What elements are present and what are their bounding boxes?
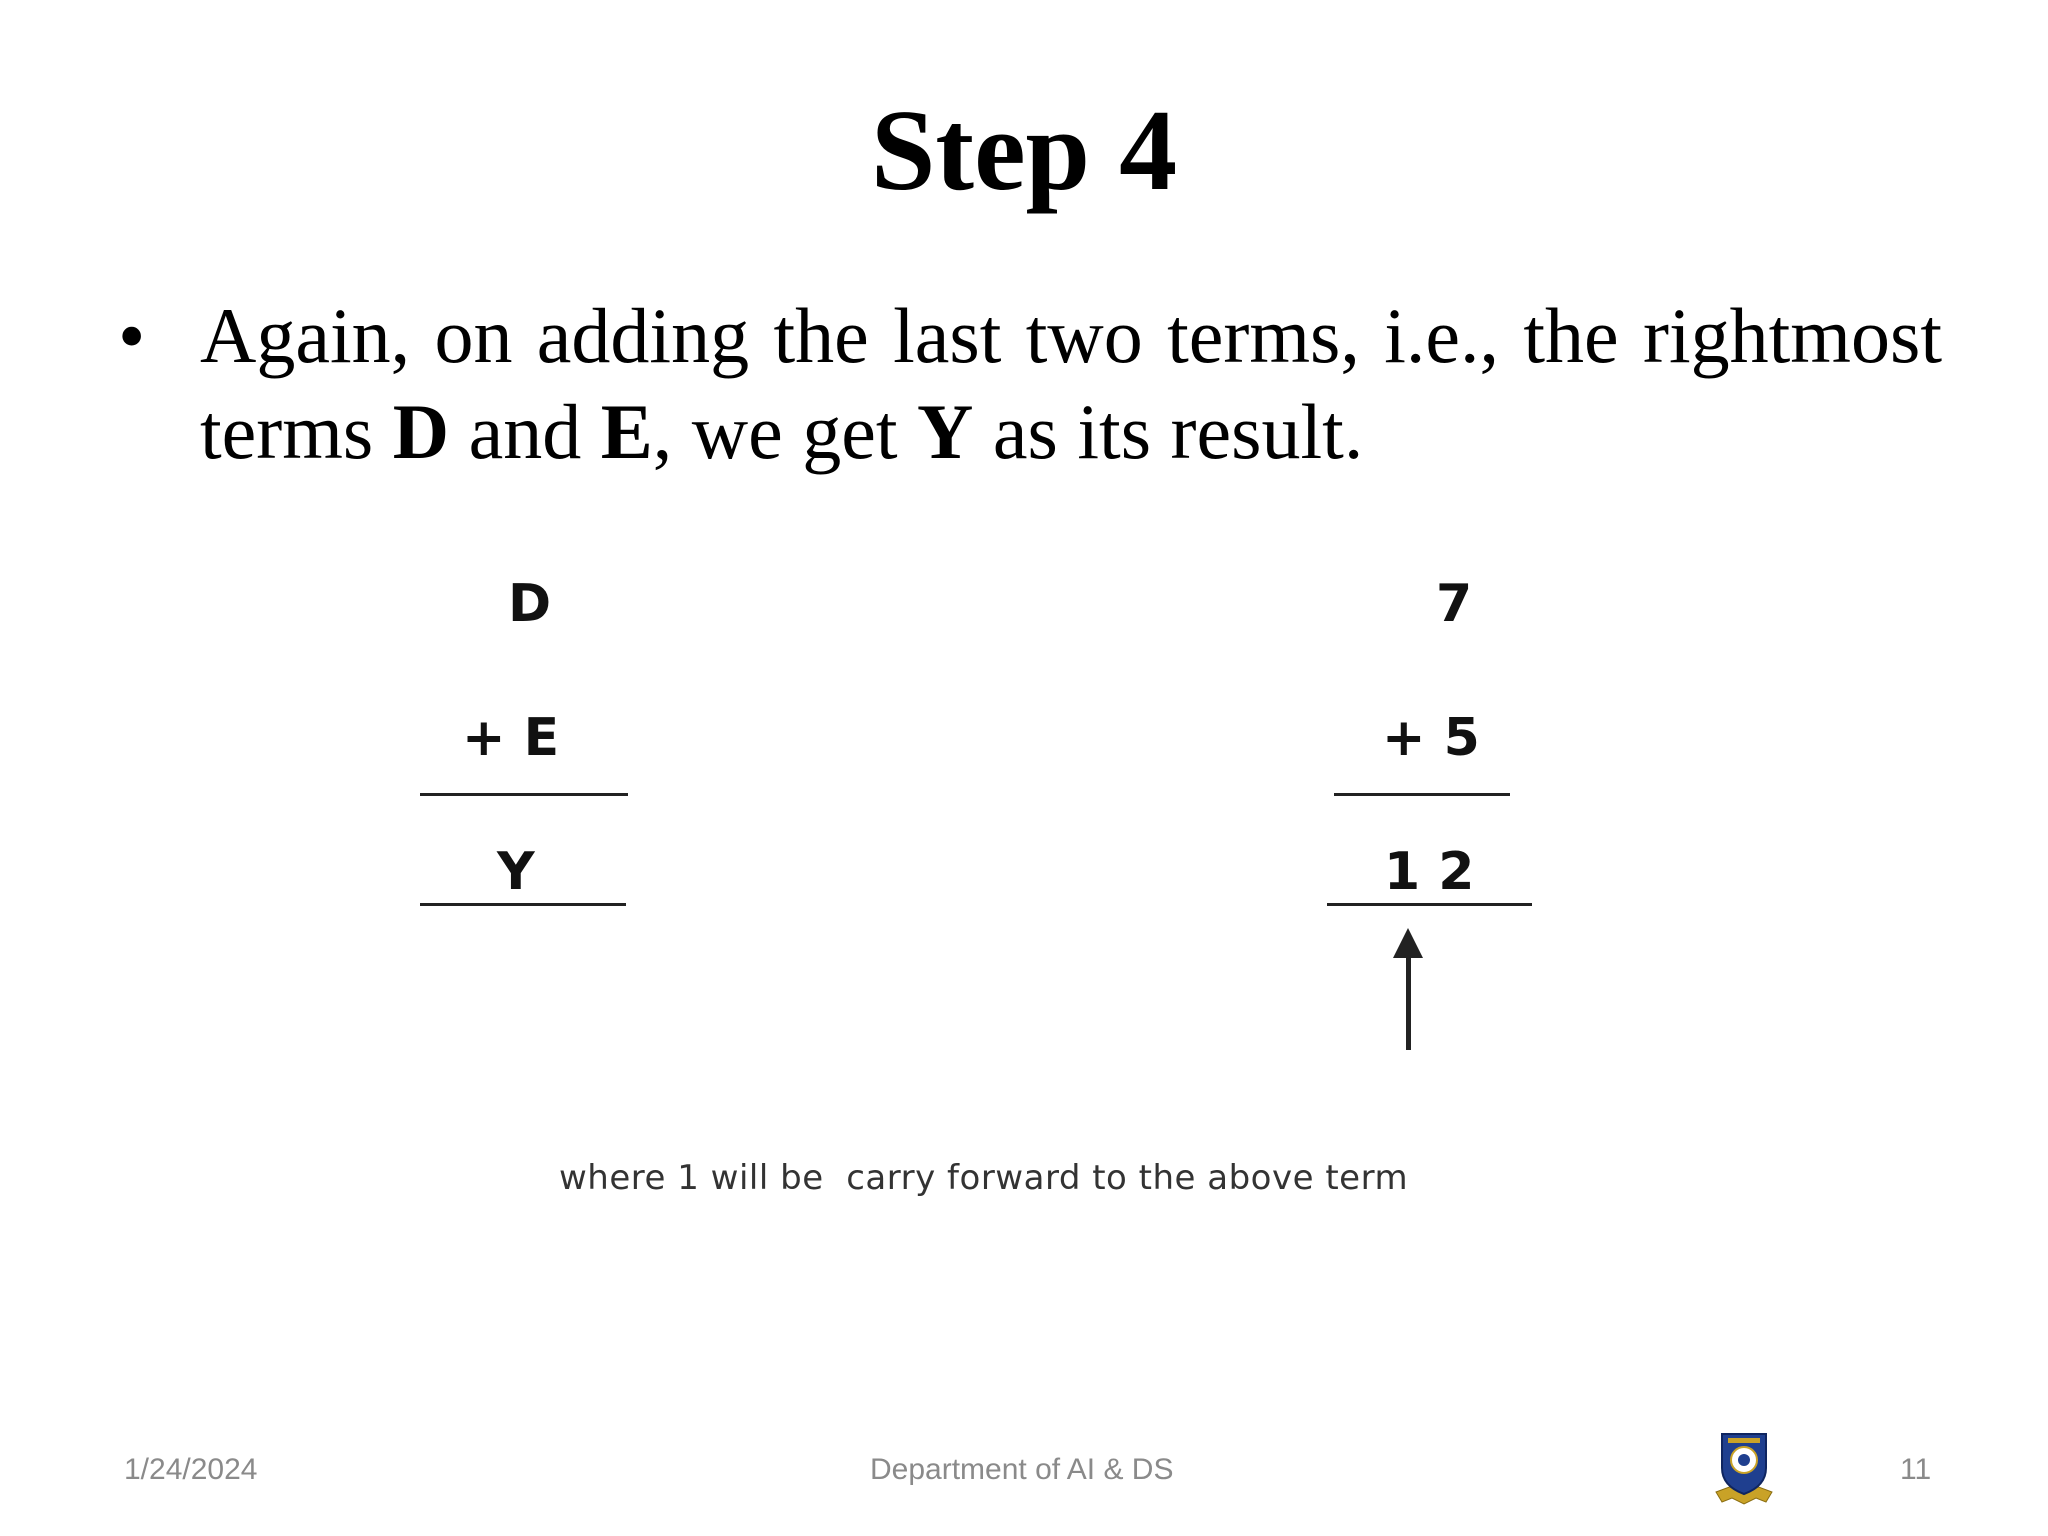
left-top-term: D <box>508 574 552 634</box>
left-result-underline <box>420 903 626 906</box>
bullet-text <box>200 288 1942 480</box>
bullet-text-part: Again, on adding the last two terms, i.e., the rightmost terms <box>200 292 1942 475</box>
term-d: D <box>392 388 450 475</box>
bullet-list <box>118 288 1942 480</box>
left-result: Y <box>497 842 535 902</box>
right-sum-line <box>1334 793 1510 796</box>
figure-caption: where 1 will be carry forward to the above term <box>559 1158 1409 1198</box>
slide-title: Step 4 <box>870 87 1178 215</box>
institution-logo-icon <box>1712 1428 1776 1508</box>
right-addend: + 5 <box>1382 708 1480 768</box>
footer-page-number: 11 <box>1900 1453 1932 1486</box>
bullet-text-part: and <box>449 388 601 475</box>
arrow-shaft <box>1406 954 1411 1050</box>
left-addend: + E <box>462 708 560 768</box>
bullet-text-part: as its result. <box>973 388 1364 475</box>
arrow-up-icon <box>1393 928 1423 958</box>
footer-date: 1/24/2024 <box>124 1453 258 1486</box>
left-sum-line <box>420 793 628 796</box>
bullet-text-part: , we get <box>652 388 918 475</box>
term-y: Y <box>917 388 974 475</box>
footer-department: Department of AI & DS <box>870 1453 1174 1486</box>
term-e: E <box>600 388 653 475</box>
right-top-term: 7 <box>1436 574 1473 634</box>
right-result: 1 2 <box>1384 842 1475 902</box>
bullet-dot: • <box>118 292 146 379</box>
right-result-underline <box>1327 903 1532 906</box>
